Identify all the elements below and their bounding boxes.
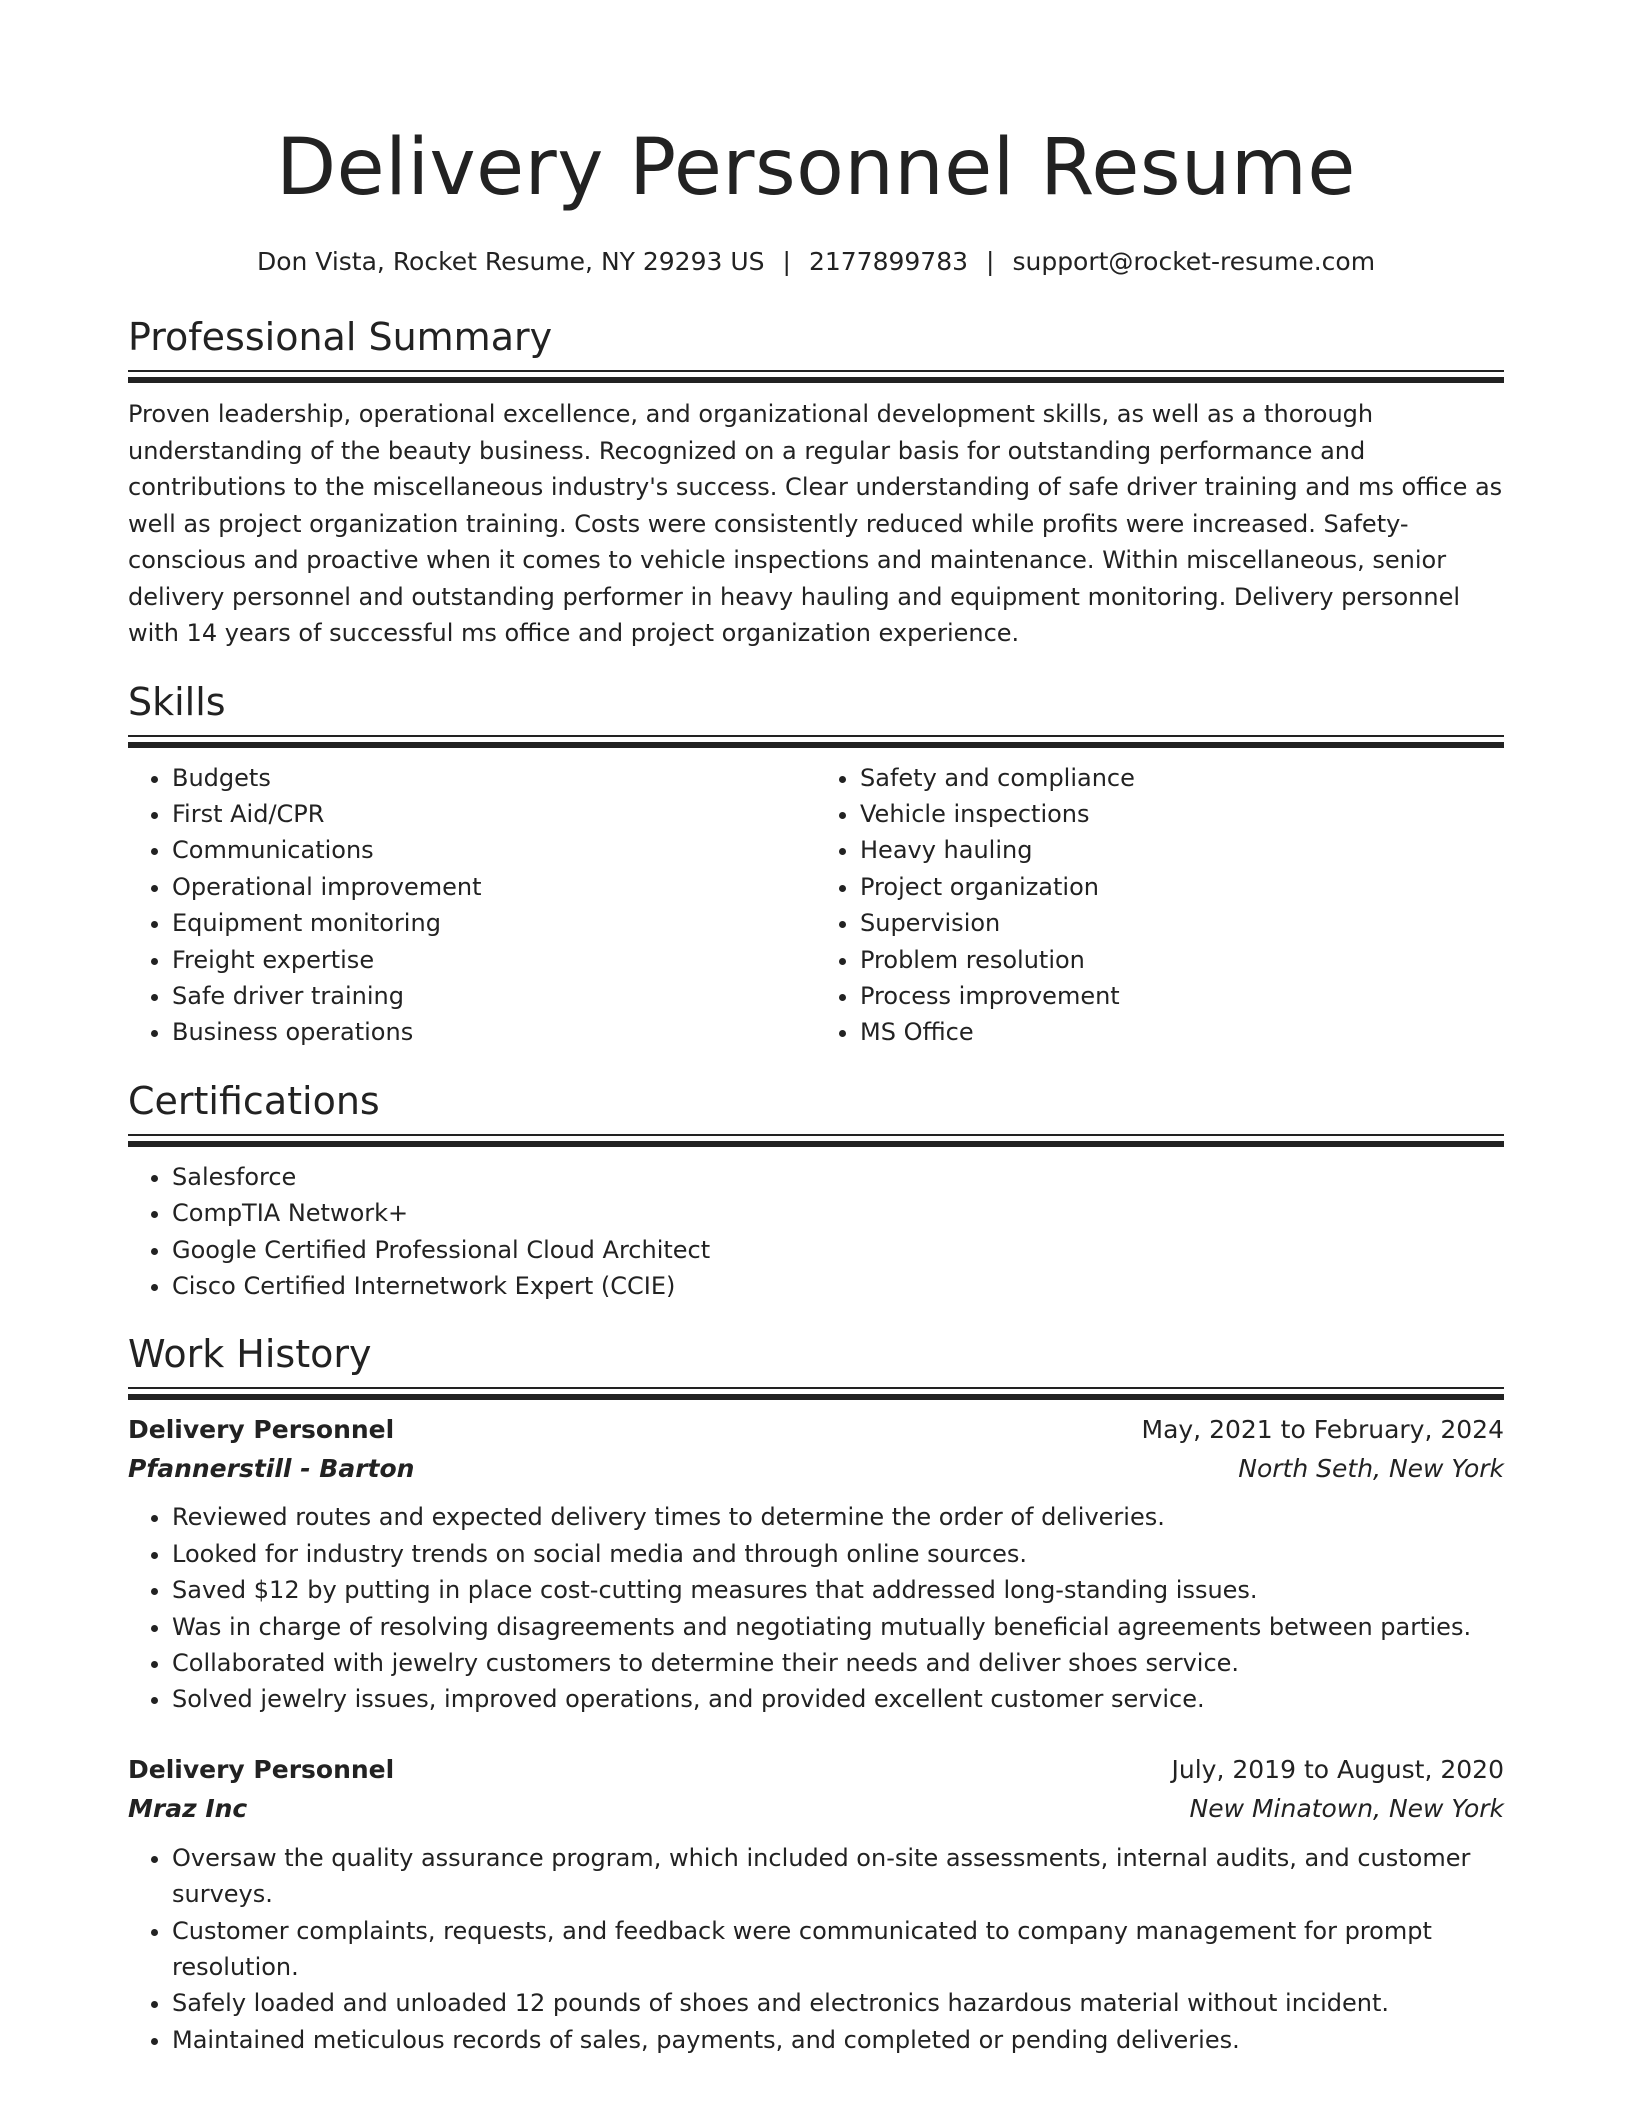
section-divider (128, 1387, 1504, 1401)
skill-item: • Heavy hauling (860, 832, 1504, 868)
skill-item: • Budgets (172, 760, 816, 796)
skill-item: • First Aid/CPR (172, 796, 816, 832)
job-dates: July, 2019 to August, 2020 (1171, 1754, 1504, 1784)
skills-list-left (128, 760, 816, 1051)
skills-columns (128, 760, 1504, 1051)
job-bullets (128, 1499, 1504, 1717)
section-divider (128, 1134, 1504, 1148)
job-bullet: • Saved $12 by putting in place cost-cutting measures that addressed long-standing issues. (172, 1572, 1504, 1608)
skill-item: • Project organization (860, 869, 1504, 905)
skill-item: • Vehicle inspections (860, 796, 1504, 832)
job-bullet: • Was in charge of resolving disagreements and negotiating mutually beneficial agreements between parties. (172, 1609, 1504, 1645)
skill-item: • Communications (172, 832, 816, 868)
job-header (128, 1751, 1504, 1789)
resume-page (128, 0, 1504, 2058)
job-bullet: • Collaborated with jewelry customers to determine their needs and deliver shoes service. (172, 1645, 1504, 1681)
job-entry (128, 1411, 1504, 1717)
resume-title: Delivery Personnel Resume (276, 123, 1356, 213)
job-location: North Seth, New York (1238, 1454, 1504, 1484)
job-dates: May, 2021 to February, 2024 (1141, 1415, 1504, 1445)
certifications-section (128, 1078, 1504, 1305)
skill-item: • Process improvement (860, 978, 1504, 1014)
job-company: Mraz Inc (128, 1793, 248, 1823)
summary-section (128, 314, 1504, 652)
job-bullet: • Customer complaints, requests, and feedback were communicated to company management for prompt resolution. (172, 1913, 1504, 1986)
skill-item: • Safety and compliance (860, 760, 1504, 796)
job-bullet: • Looked for industry trends on social media and through online sources. (172, 1536, 1504, 1572)
work-history-heading: Work History (128, 1332, 372, 1377)
job-company: Pfannerstill - Barton (128, 1454, 415, 1484)
contact-address: Don Vista, Rocket Resume, NY 29293 US (256, 247, 765, 276)
certification-item: • CompTIA Network+ (172, 1195, 1504, 1231)
contact-separator: | (782, 247, 791, 276)
skill-item: • Freight expertise (172, 942, 816, 978)
section-divider (128, 370, 1504, 384)
job-subheader (128, 1789, 1504, 1829)
skill-item: • Operational improvement (172, 869, 816, 905)
work-history-section (128, 1331, 1504, 2058)
skills-section (128, 679, 1504, 1051)
job-title: Delivery Personnel (128, 1754, 395, 1784)
certifications-list (128, 1159, 1504, 1305)
contact-line (128, 246, 1504, 278)
certification-item: • Google Certified Professional Cloud Architect (172, 1232, 1504, 1268)
job-title: Delivery Personnel (128, 1415, 395, 1445)
skill-item: • Safe driver training (172, 978, 816, 1014)
contact-separator: | (986, 247, 995, 276)
certification-item: • Salesforce (172, 1159, 1504, 1195)
skill-item: • Business operations (172, 1014, 816, 1050)
job-subheader (128, 1449, 1504, 1489)
job-header (128, 1411, 1504, 1449)
job-entry (128, 1751, 1504, 2058)
contact-email: support@rocket-resume.com (1012, 247, 1376, 276)
job-bullet: • Solved jewelry issues, improved operations, and provided excellent customer service. (172, 1681, 1504, 1717)
skill-item: • Supervision (860, 905, 1504, 941)
skills-heading: Skills (128, 679, 226, 724)
job-bullet: • Safely loaded and unloaded 12 pounds of shoes and electronics hazardous material without incident. (172, 1985, 1504, 2021)
job-bullets (128, 1840, 1504, 2058)
section-divider (128, 735, 1504, 749)
contact-phone: 2177899783 (808, 247, 969, 276)
skill-item: • Problem resolution (860, 942, 1504, 978)
skills-list-right (816, 760, 1504, 1051)
job-bullet: • Reviewed routes and expected delivery times to determine the order of deliveries. (172, 1499, 1504, 1535)
job-bullet: • Maintained meticulous records of sales, payments, and completed or pending deliveries. (172, 2022, 1504, 2058)
skill-item: • Equipment monitoring (172, 905, 816, 941)
certifications-heading: Certifications (128, 1078, 380, 1123)
summary-heading: Professional Summary (128, 315, 553, 359)
job-bullet: • Oversaw the quality assurance program, which included on-site assessments, internal audits, and customer surveys. (172, 1840, 1504, 1913)
job-location: New Minatown, New York (1189, 1793, 1504, 1823)
summary-text: Proven leadership, operational excellence, and organizational development skills, as well as a thorough understanding of the beauty business. Recognized on a regular basis for outstanding performance and contributions to the miscellaneous industry's success. Clear understanding of safe driver training and ms office as well as project organization training. Costs were consistently reduced while profits were increased. Safety-conscious and proactive when it comes to vehicle inspections and maintenance. Within miscellaneous, senior delivery personnel and outstanding performer in heavy hauling and equipment monitoring. Delivery personnel with 14 years of successful ms office and project organization experience. (128, 400, 1503, 647)
skill-item: • MS Office (860, 1014, 1504, 1050)
certification-item: • Cisco Certified Internetwork Expert (CCIE) (172, 1268, 1504, 1304)
